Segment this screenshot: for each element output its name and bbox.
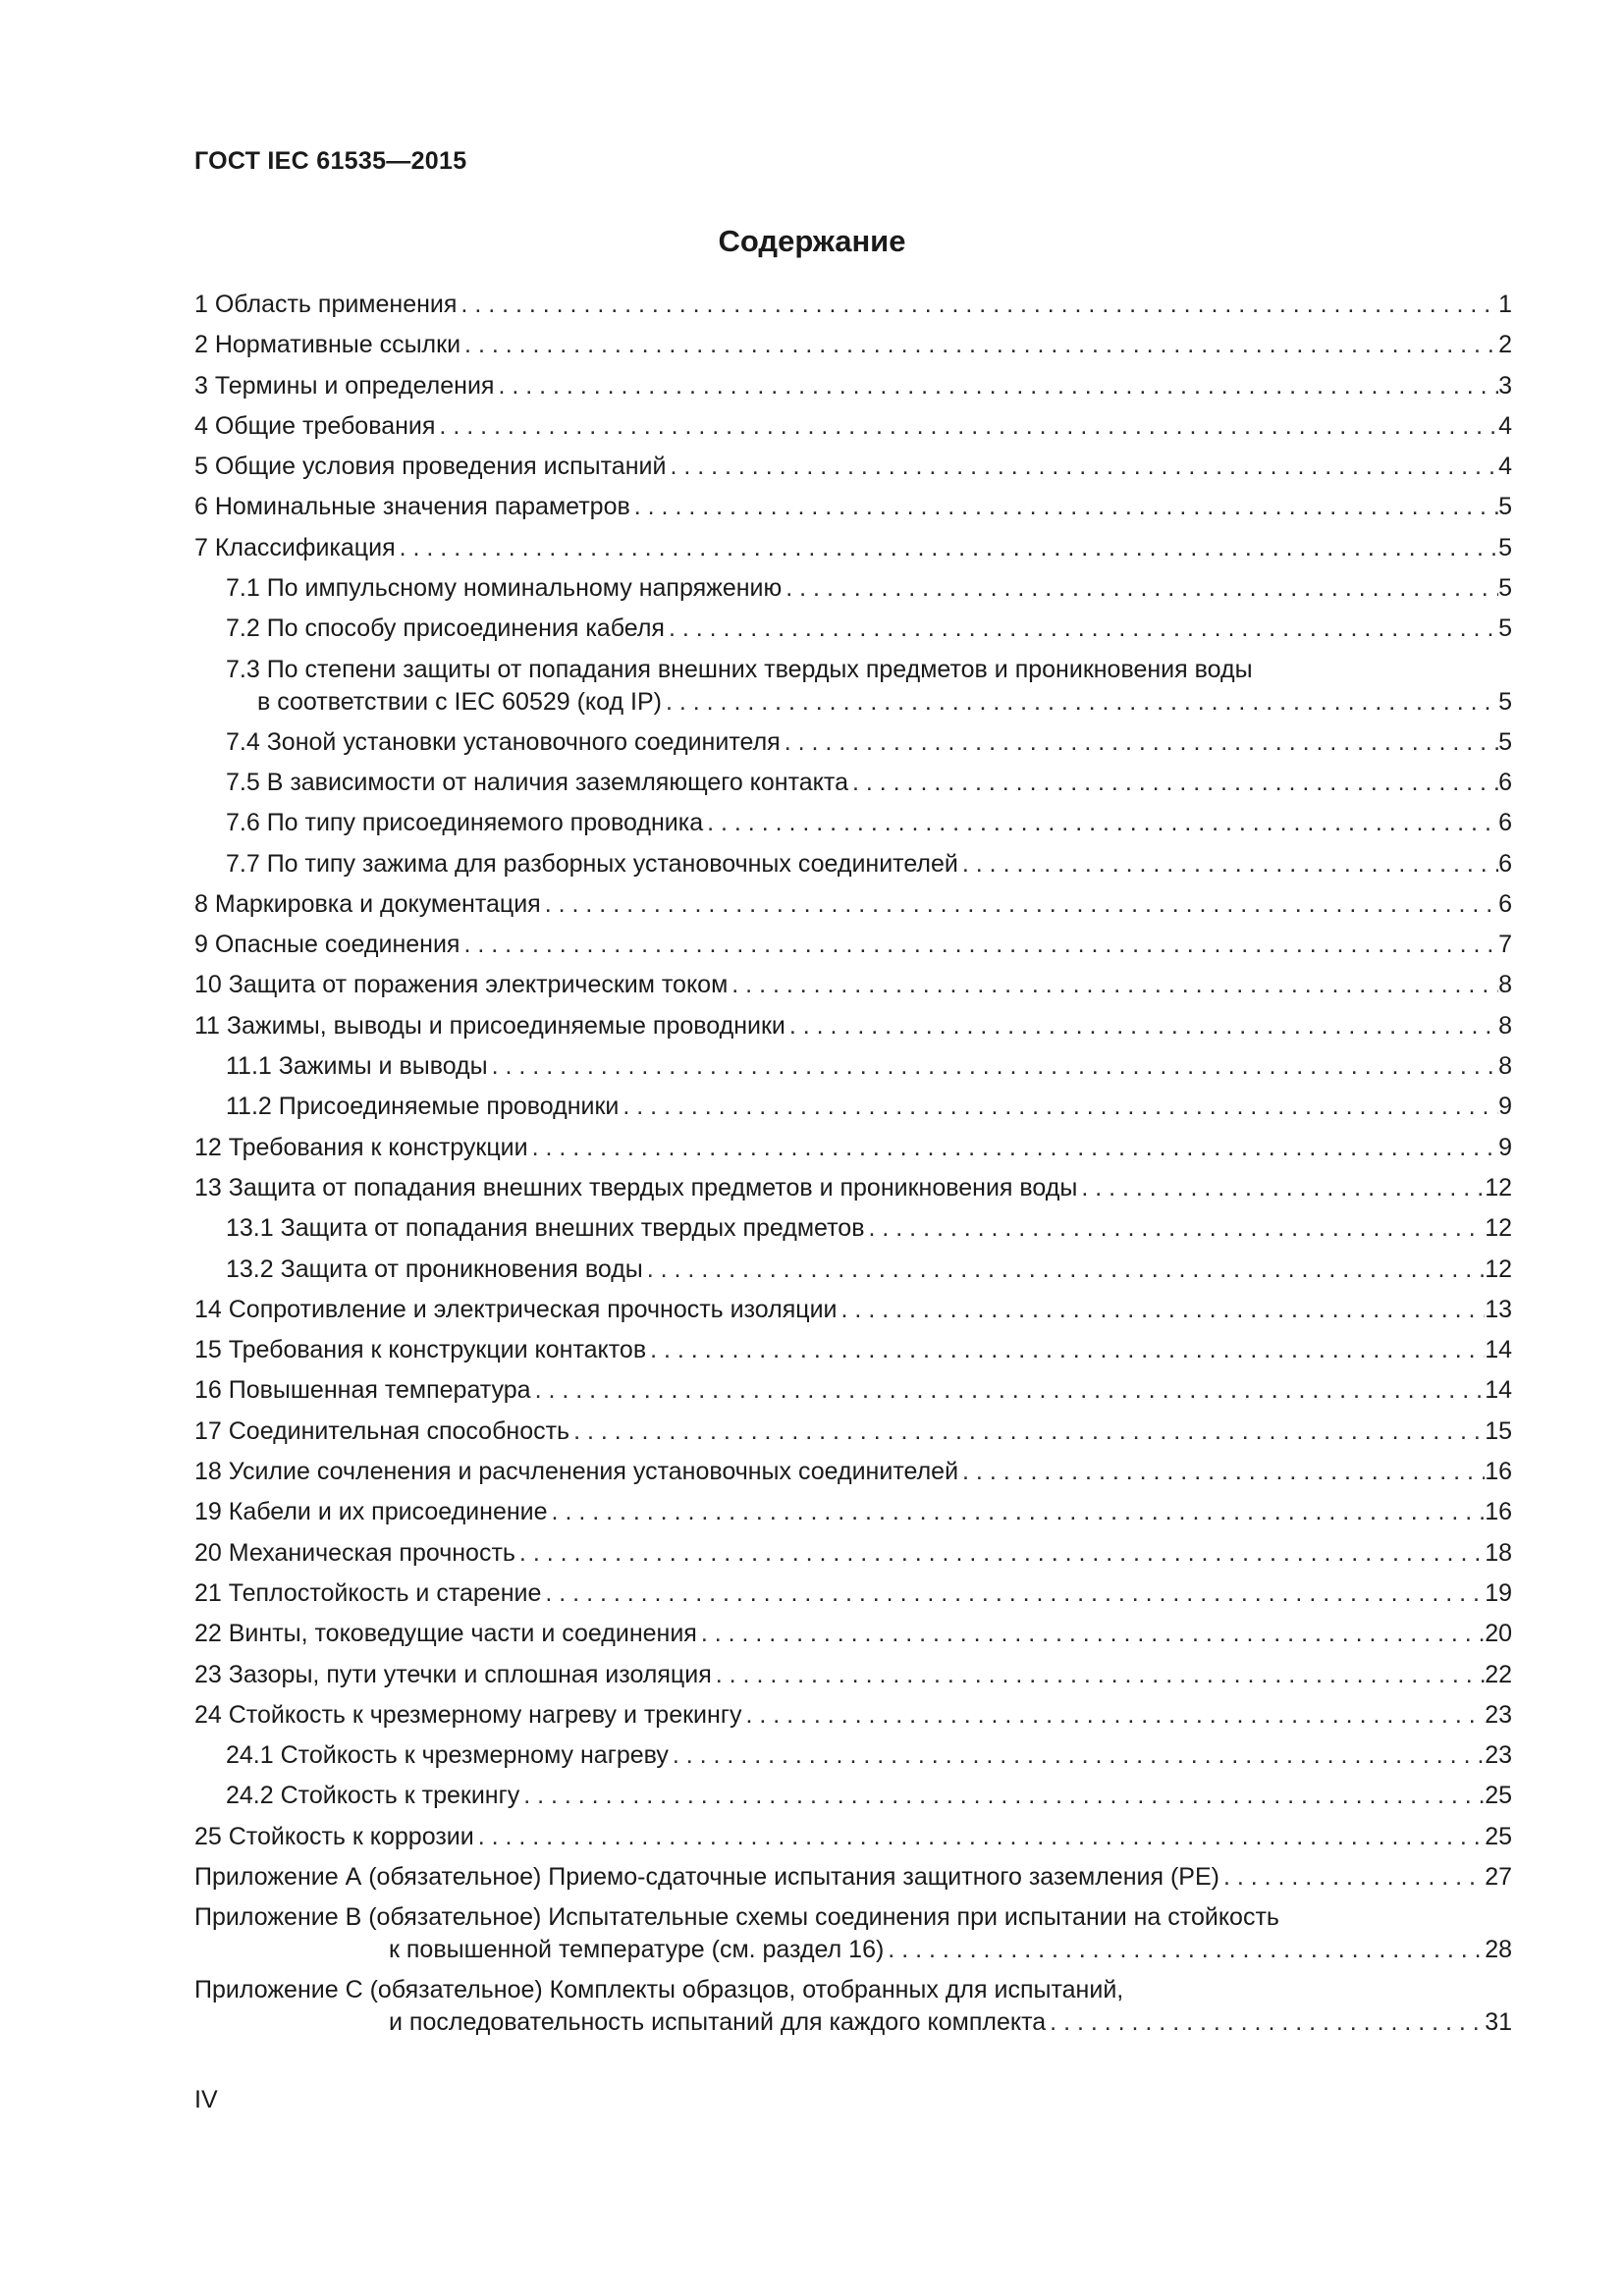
toc-entry-label: 8 Маркировка и документация xyxy=(194,889,541,918)
toc-page-number: 23 xyxy=(1485,1741,1512,1770)
toc-page-number: 6 xyxy=(1498,889,1512,918)
dot-leader xyxy=(488,1046,1498,1087)
dot-leader xyxy=(782,568,1498,609)
toc-entry-label: 20 Механическая прочность xyxy=(194,1538,515,1567)
toc-entry-label: 13.2 Защита от проникновения воды xyxy=(226,1255,643,1283)
dot-leader xyxy=(662,686,1498,719)
dot-leader xyxy=(541,884,1498,925)
dot-leader xyxy=(838,1290,1486,1330)
dot-leader xyxy=(474,1817,1485,1857)
toc-entry-label: 9 Опасные соединения xyxy=(194,931,460,959)
toc-page-number: 4 xyxy=(1498,453,1512,481)
toc-entry-label: Приложение А (обязательное) Приемо-сдаточные испытания защитного заземления (PE) xyxy=(194,1862,1219,1891)
toc-entry-label: 7.3 По степени защиты от попадания внешних твердых предметов и проникновения воды xyxy=(226,655,1253,683)
toc-entry-label: 7 Классификация xyxy=(194,533,396,561)
dot-leader xyxy=(569,1412,1485,1452)
toc-page-number: 16 xyxy=(1485,1498,1512,1526)
toc-entry[interactable] xyxy=(194,447,1512,487)
toc-entry[interactable] xyxy=(194,1412,1512,1452)
toc-page-number: 6 xyxy=(1498,768,1512,796)
toc-page-number: 5 xyxy=(1498,574,1512,603)
toc-entry[interactable] xyxy=(194,406,1512,447)
dot-leader xyxy=(703,803,1498,843)
toc-page-number: 25 xyxy=(1485,1782,1512,1810)
toc-entry-label: 19 Кабели и их присоединение xyxy=(194,1498,548,1526)
dot-leader xyxy=(1046,2006,1485,2039)
dot-leader xyxy=(515,1533,1485,1574)
toc-page-number: 15 xyxy=(1485,1416,1512,1445)
toc-entry-label: Приложение С (обязательное) Комплекты образцов, отобранных для испытаний, xyxy=(194,1976,1124,2004)
toc-entry-label: Приложение В (обязательное) Испытательные схемы соединения при испытании на стойкость xyxy=(194,1903,1279,1932)
toc-entry[interactable] xyxy=(194,1655,1512,1695)
toc-entry[interactable] xyxy=(194,1452,1512,1492)
toc-entry-label: 18 Усилие сочленения и расчленения установочных соединителей xyxy=(194,1458,959,1486)
toc-page-number: 18 xyxy=(1485,1538,1512,1567)
toc-entry-label: 15 Требования к конструкции контактов xyxy=(194,1336,647,1364)
toc-entry-label: 11.1 Зажимы и выводы xyxy=(226,1052,488,1081)
dot-leader xyxy=(528,1128,1498,1168)
toc-page-number: 5 xyxy=(1498,533,1512,561)
toc-entry[interactable] xyxy=(194,1614,1512,1654)
toc-page-number: 6 xyxy=(1498,849,1512,878)
toc-entry-label: 21 Теплостойкость и старение xyxy=(194,1578,542,1607)
toc-entry[interactable] xyxy=(194,325,1512,365)
toc-page-number: 7 xyxy=(1498,931,1512,959)
toc-entry-label: 7.7 По типу зажима для разборных установочных соединителей xyxy=(226,849,958,878)
toc-entry-label: 7.6 По типу присоединяемого проводника xyxy=(226,809,704,837)
toc-entry-label: 7.5 В зависимости от наличия заземляющего контакта xyxy=(226,768,848,796)
toc-entry-label: 12 Требования к конструкции xyxy=(194,1133,528,1161)
toc-entry[interactable] xyxy=(194,763,1512,803)
toc-entry[interactable] xyxy=(194,1250,1512,1290)
dot-leader xyxy=(630,487,1498,527)
dot-leader xyxy=(548,1492,1486,1532)
toc-page-number: 12 xyxy=(1485,1255,1512,1283)
toc-entry[interactable] xyxy=(194,1857,1512,1897)
page-number: IV xyxy=(194,2086,218,2113)
dot-leader xyxy=(848,763,1498,803)
toc-entry-label: 7.2 По способу присоединения кабеля xyxy=(226,614,665,643)
toc-page-number: 20 xyxy=(1485,1620,1512,1648)
toc-entry[interactable] xyxy=(194,366,1512,406)
toc-entry[interactable] xyxy=(194,1330,1512,1370)
toc-page-number: 3 xyxy=(1498,371,1512,400)
toc-page-number: 13 xyxy=(1485,1295,1512,1323)
toc-page-number: 31 xyxy=(1485,2008,1512,2037)
toc-entry[interactable] xyxy=(194,1168,1512,1208)
dot-leader xyxy=(460,325,1498,365)
dot-leader xyxy=(643,1250,1485,1290)
dot-leader xyxy=(1077,1168,1485,1208)
toc-entry-label: к повышенной температуре (см. раздел 16) xyxy=(389,1936,885,1964)
dot-leader xyxy=(728,965,1498,1005)
toc-entry-label: 4 Общие требования xyxy=(194,411,436,440)
toc-entry[interactable] xyxy=(194,722,1512,763)
toc-entry[interactable] xyxy=(194,1492,1512,1532)
toc-page-number: 28 xyxy=(1485,1936,1512,1964)
toc-entry-label: 22 Винты, токоведущие части и соединения xyxy=(194,1620,697,1648)
toc-entry[interactable] xyxy=(194,568,1512,609)
dot-leader xyxy=(865,1208,1486,1249)
dot-leader xyxy=(958,1452,1485,1492)
toc-entry[interactable] xyxy=(194,803,1512,843)
dot-leader xyxy=(1219,1857,1485,1897)
toc-entry-label: 11 Зажимы, выводы и присоединяемые проводники xyxy=(194,1011,785,1040)
table-of-contents xyxy=(194,285,1512,2043)
toc-page-number: 16 xyxy=(1485,1458,1512,1486)
dot-leader xyxy=(958,844,1498,884)
toc-entry[interactable] xyxy=(194,1006,1512,1046)
toc-entry-label: 1 Область применения xyxy=(194,291,458,318)
toc-page-number: 12 xyxy=(1485,1214,1512,1243)
toc-entry[interactable] xyxy=(194,1087,1512,1127)
toc-entry[interactable] xyxy=(194,1574,1512,1614)
dot-leader xyxy=(781,722,1498,763)
toc-page-number: 19 xyxy=(1485,1578,1512,1607)
toc-page-number: 22 xyxy=(1485,1660,1512,1688)
document-code: ГОСТ IEC 61535—2015 xyxy=(194,147,467,175)
toc-entry-label: 7.1 По импульсному номинальному напряжению xyxy=(226,574,783,603)
toc-entry[interactable] xyxy=(194,1533,1512,1574)
dot-leader xyxy=(669,1735,1485,1776)
toc-entry[interactable] xyxy=(194,1970,1512,2043)
toc-entry[interactable] xyxy=(194,1290,1512,1330)
toc-entry[interactable] xyxy=(194,609,1512,649)
toc-page-number: 9 xyxy=(1498,1133,1512,1161)
toc-entry-label: 6 Номинальные значения параметров xyxy=(194,493,630,521)
dot-leader xyxy=(666,447,1498,487)
dot-leader xyxy=(457,285,1498,325)
toc-entry-label: в соответствии с IEC 60529 (код IP) xyxy=(257,687,662,716)
toc-page-number: 25 xyxy=(1485,1822,1512,1850)
toc-entry-label: 23 Зазоры, пути утечки и сплошная изоляция xyxy=(194,1660,712,1688)
toc-entry[interactable] xyxy=(194,1370,1512,1411)
toc-entry[interactable] xyxy=(194,1208,1512,1249)
toc-page-number: 5 xyxy=(1498,614,1512,643)
toc-page-number: 23 xyxy=(1485,1700,1512,1729)
toc-entry[interactable] xyxy=(194,1897,1512,1970)
dot-leader xyxy=(884,1934,1485,1966)
toc-entry-label: 10 Защита от поражения электрическим током xyxy=(194,971,729,999)
toc-page-number: 8 xyxy=(1498,1011,1512,1040)
dot-leader xyxy=(531,1370,1486,1411)
toc-page-number: 12 xyxy=(1485,1173,1512,1201)
toc-page-number: 8 xyxy=(1498,1052,1512,1081)
toc-page-number: 5 xyxy=(1498,493,1512,521)
toc-page-number: 14 xyxy=(1485,1336,1512,1364)
toc-entry[interactable] xyxy=(194,650,1512,722)
toc-entry-label: 24 Стойкость к чрезмерному нагреву и трекингу xyxy=(194,1700,742,1729)
dot-leader xyxy=(435,406,1498,447)
toc-entry-label: 5 Общие условия проведения испытаний xyxy=(194,453,667,481)
toc-entry-label: 3 Термины и определения xyxy=(194,371,495,400)
toc-page-number: 6 xyxy=(1498,809,1512,837)
toc-entry-label: 14 Сопротивление и электрическая прочность изоляции xyxy=(194,1295,838,1323)
toc-page-number: 5 xyxy=(1498,727,1512,756)
toc-entry-label: 24.1 Стойкость к чрезмерному нагреву xyxy=(226,1741,669,1770)
toc-entry-label: 7.4 Зоной установки установочного соединителя xyxy=(226,727,781,756)
toc-entry[interactable] xyxy=(194,1776,1512,1816)
toc-entry-label: 25 Стойкость к коррозии xyxy=(194,1822,474,1850)
toc-entry[interactable] xyxy=(194,1695,1512,1735)
dot-leader xyxy=(712,1655,1485,1695)
toc-entry-label: 13 Защита от попадания внешних твердых предметов и проникновения воды xyxy=(194,1173,1078,1201)
toc-page-number: 5 xyxy=(1498,687,1512,716)
dot-leader xyxy=(619,1087,1498,1127)
dot-leader xyxy=(541,1574,1485,1614)
dot-leader xyxy=(494,366,1498,406)
toc-entry[interactable] xyxy=(194,925,1512,965)
dot-leader xyxy=(646,1330,1485,1370)
toc-page-number: 1 xyxy=(1498,291,1512,318)
toc-entry-label: 17 Соединительная способность xyxy=(194,1416,570,1445)
dot-leader xyxy=(519,1776,1485,1816)
toc-entry[interactable] xyxy=(194,285,1512,325)
toc-title: Содержание xyxy=(718,224,906,258)
toc-entry-label: 16 Повышенная температура xyxy=(194,1376,531,1405)
toc-entry[interactable] xyxy=(194,1128,1512,1168)
toc-entry-label: и последовательность испытаний для каждого комплекта xyxy=(389,2008,1047,2037)
toc-entry[interactable] xyxy=(194,884,1512,925)
toc-page-number: 8 xyxy=(1498,971,1512,999)
toc-entry-label: 2 Нормативные ссылки xyxy=(194,331,461,359)
toc-page-number: 27 xyxy=(1485,1862,1512,1891)
toc-entry-label: 13.1 Защита от попадания внешних твердых предметов xyxy=(226,1214,865,1243)
toc-page-number: 14 xyxy=(1485,1376,1512,1405)
dot-leader xyxy=(697,1614,1485,1654)
toc-entry[interactable] xyxy=(194,965,1512,1005)
toc-entry[interactable] xyxy=(194,1735,1512,1776)
toc-entry[interactable] xyxy=(194,1046,1512,1087)
toc-entry[interactable] xyxy=(194,528,1512,568)
toc-page-number: 4 xyxy=(1498,411,1512,440)
dot-leader xyxy=(396,528,1498,568)
toc-page-number: 2 xyxy=(1498,331,1512,359)
dot-leader xyxy=(785,1006,1498,1046)
toc-page-number: 9 xyxy=(1498,1093,1512,1121)
toc-entry-label: 24.2 Стойкость к трекингу xyxy=(226,1782,520,1810)
dot-leader xyxy=(665,609,1498,649)
toc-entry-label: 11.2 Присоединяемые проводники xyxy=(226,1093,620,1121)
dot-leader xyxy=(741,1695,1485,1735)
dot-leader xyxy=(460,925,1498,965)
toc-entry[interactable] xyxy=(194,844,1512,884)
toc-entry[interactable] xyxy=(194,487,1512,527)
toc-entry[interactable] xyxy=(194,1817,1512,1857)
